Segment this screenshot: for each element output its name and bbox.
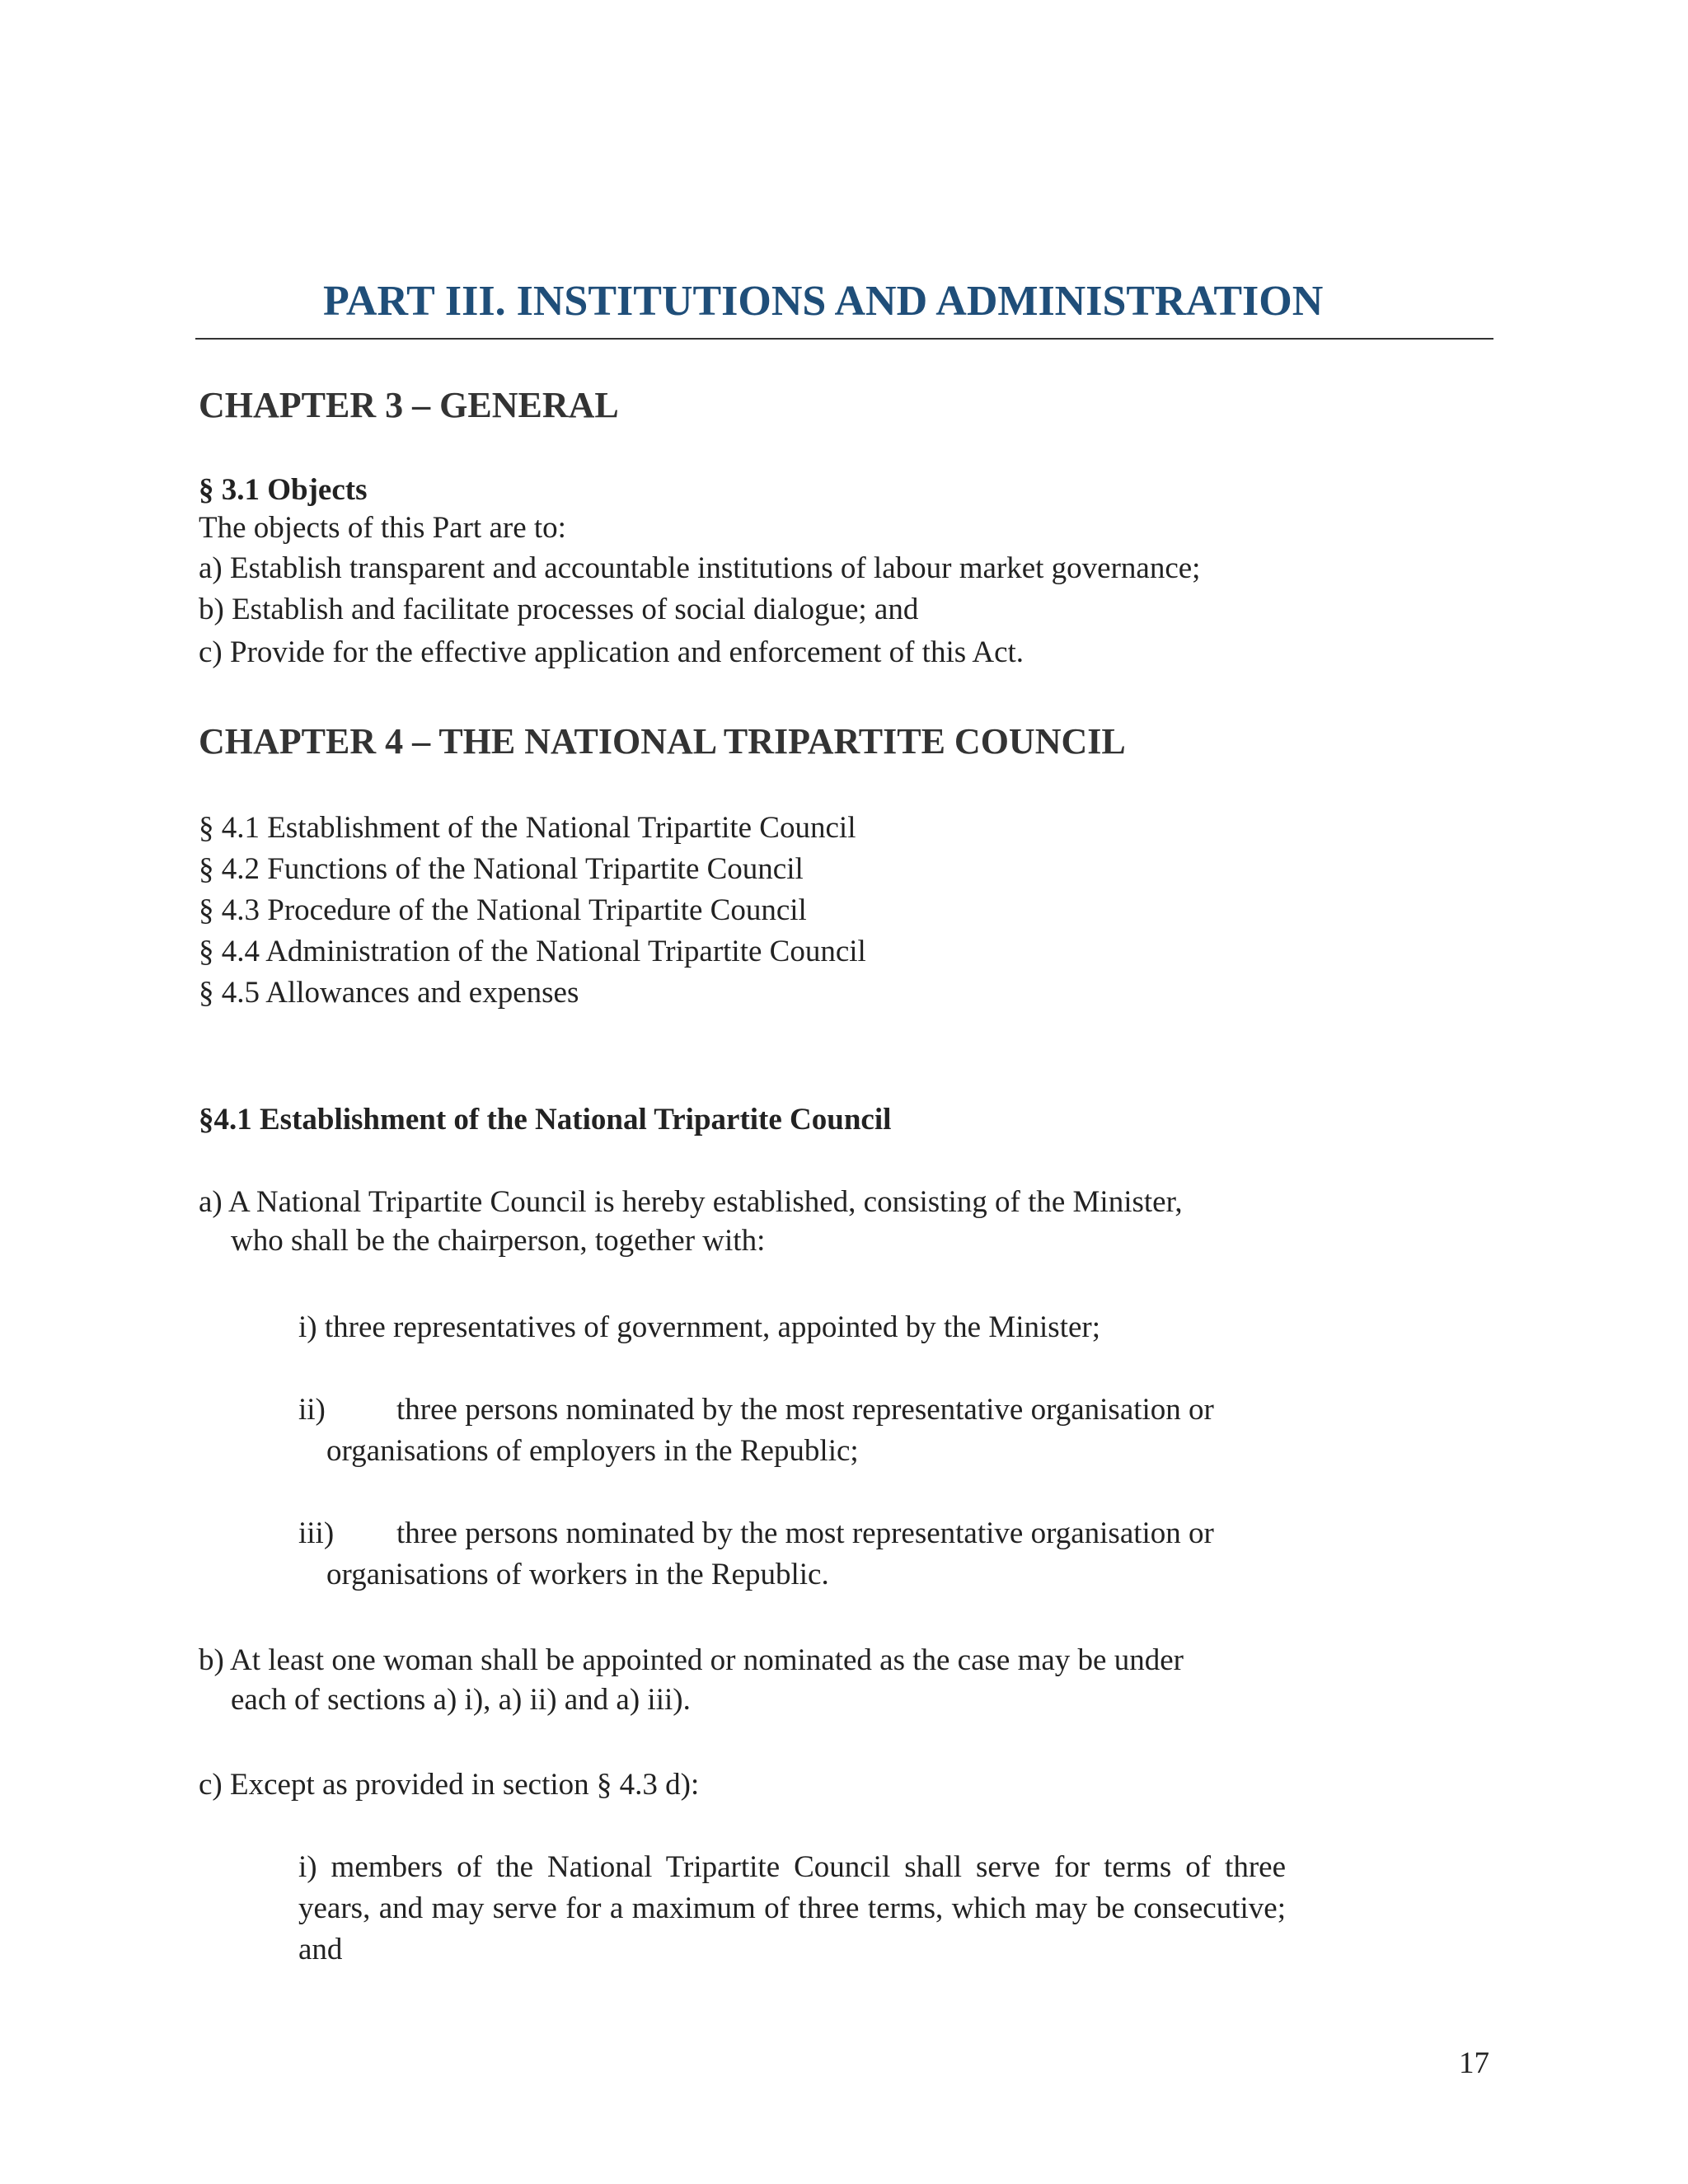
toc-item: § 4.1 Establishment of the National Tripartite Council: [199, 811, 856, 845]
part-title: PART III. INSTITUTIONS AND ADMINISTRATION: [323, 278, 1324, 325]
section-4-1-title: §4.1 Establishment of the National Tripartite Council: [199, 1103, 892, 1137]
clause-a-iii-line2: organisations of workers in the Republic.: [326, 1558, 829, 1591]
clause-a-line1: a) A National Tripartite Council is hereby established, consisting of the Minister,: [199, 1185, 1183, 1219]
clause-a-iii-line1: three persons nominated by the most representative organisation or: [396, 1516, 1214, 1550]
clause-a-ii-label: ii): [298, 1393, 326, 1427]
section-3-1-intro: The objects of this Part are to:: [199, 511, 566, 545]
clause-c-i: i) members of the National Tripartite Council shall serve for terms of three years, and may serve for a maximum of three terms, which may be consecutive; and: [298, 1850, 1286, 1966]
objects-item-a: a) Establish transparent and accountable institutions of labour market governance;: [199, 551, 1201, 585]
clause-a-i: i) three representatives of government, appointed by the Minister;: [298, 1310, 1101, 1344]
clause-a-ii-line1: three persons nominated by the most representative organisation or: [396, 1393, 1214, 1427]
chapter-4-heading: CHAPTER 4 – THE NATIONAL TRIPARTITE COUNCIL: [199, 721, 1126, 762]
objects-item-b: b) Establish and facilitate processes of social dialogue; and: [199, 593, 919, 626]
section-3-1-title: § 3.1 Objects: [199, 473, 368, 507]
clause-a-iii-label: iii): [298, 1516, 335, 1550]
clause-a-line2: who shall be the chairperson, together with:: [231, 1224, 766, 1258]
clause-c: c) Except as provided in section § 4.3 d):: [199, 1768, 700, 1802]
clause-a-ii-line2: organisations of employers in the Republic;: [326, 1434, 859, 1468]
toc-item: § 4.4 Administration of the National Tripartite Council: [199, 935, 866, 968]
clause-b-line2: each of sections a) i), a) ii) and a) iii).: [231, 1683, 691, 1717]
toc-item: § 4.3 Procedure of the National Tripartite Council: [199, 893, 807, 927]
chapter-3-heading: CHAPTER 3 – GENERAL: [199, 385, 619, 425]
page-number: 17: [1459, 2046, 1489, 2080]
title-rule: [195, 338, 1493, 340]
objects-item-c: c) Provide for the effective application and enforcement of this Act.: [199, 635, 1025, 669]
clause-b-line1: b) At least one woman shall be appointed or nominated as the case may be under: [199, 1643, 1184, 1677]
toc-item: § 4.2 Functions of the National Tripartite Council: [199, 852, 804, 886]
toc-item: § 4.5 Allowances and expenses: [199, 976, 579, 1010]
